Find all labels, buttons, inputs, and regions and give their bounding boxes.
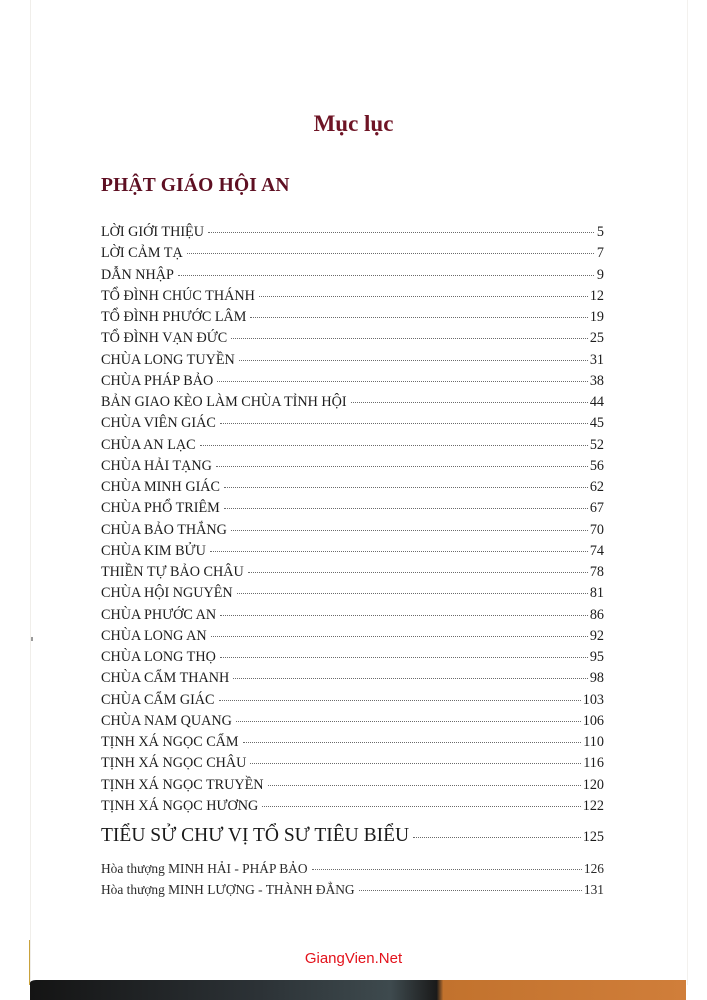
dot-leader xyxy=(220,657,588,658)
toc-entry-label: BẢN GIAO KÈO LÀM CHÙA TỈNH HỘI xyxy=(101,394,347,410)
toc-entry xyxy=(101,649,604,670)
dot-leader xyxy=(210,551,588,552)
toc-page-number: 45 xyxy=(589,415,604,432)
toc-entry xyxy=(101,373,604,394)
dot-leader xyxy=(220,615,588,616)
dot-leader xyxy=(351,402,588,403)
toc-entry xyxy=(101,288,604,309)
toc-page-number: 106 xyxy=(582,712,604,729)
dot-leader xyxy=(250,763,581,764)
background-surface xyxy=(30,980,686,1000)
toc-entry xyxy=(101,734,604,755)
dot-leader xyxy=(237,593,588,594)
dot-leader xyxy=(359,890,582,891)
toc-entry-label: CHÙA KIM BỬU xyxy=(101,542,206,559)
toc-page-number: 78 xyxy=(589,564,604,580)
toc-page-number: 9 xyxy=(596,266,604,283)
toc-entry-label: CHÙA LONG AN xyxy=(101,627,207,644)
dot-leader xyxy=(200,445,588,446)
dot-leader xyxy=(413,837,581,838)
dot-leader xyxy=(217,381,588,382)
toc-page-number: 131 xyxy=(583,881,604,897)
dot-leader xyxy=(231,530,588,531)
toc-entry xyxy=(101,330,604,351)
toc-entry xyxy=(101,713,604,734)
table-of-contents xyxy=(101,224,604,819)
toc-page-number: 116 xyxy=(583,755,604,772)
toc-page-number: 103 xyxy=(582,691,604,708)
toc-entry-label: DẪN NHẬP xyxy=(101,266,174,283)
toc-page-number: 122 xyxy=(582,797,604,814)
toc-entry-label: LỜI GIỚI THIỆU xyxy=(101,224,204,240)
toc-entry xyxy=(101,798,604,819)
toc-entry-label: THIỀN TỰ BẢO CHÂU xyxy=(101,564,244,580)
toc-entry-label: Hòa thượng MINH HẢI - PHÁP BẢO xyxy=(101,861,308,876)
toc-entry xyxy=(101,628,604,649)
toc-entry-label: TỔ ĐÌNH PHƯỚC LÂM xyxy=(101,309,247,325)
toc-entry xyxy=(101,777,604,798)
toc-entry xyxy=(101,309,604,330)
toc-page-number: 81 xyxy=(589,585,604,602)
toc-section-label: TIỂU SỬ CHƯ VỊ TỔ SƯ TIÊU BIỂU xyxy=(101,825,410,846)
dot-leader xyxy=(208,232,594,233)
toc-entry-label: TỊNH XÁ NGỌC CHÂU xyxy=(101,755,247,772)
toc-entry-label: CHÙA LONG TUYỀN xyxy=(101,351,235,368)
dot-leader xyxy=(233,678,588,679)
dot-leader xyxy=(211,636,588,637)
toc-page-number: 38 xyxy=(589,372,604,389)
dot-leader xyxy=(248,572,588,573)
dot-leader xyxy=(224,487,588,488)
toc-entry xyxy=(101,415,604,436)
section-tieu-su xyxy=(101,825,604,902)
toc-entry-label: CHÙA PHƯỚC AN xyxy=(101,606,217,623)
toc-page-number: 25 xyxy=(589,330,604,347)
toc-page-number: 74 xyxy=(589,542,604,559)
toc-entry xyxy=(101,224,604,245)
dot-leader xyxy=(220,423,588,424)
toc-page-number: 19 xyxy=(589,309,604,325)
toc-entry-label: CHÙA PHỔ TRIÊM xyxy=(101,500,220,517)
toc-entry xyxy=(101,585,604,606)
toc-entry-label: CHÙA NAM QUANG xyxy=(101,712,232,729)
dot-leader xyxy=(236,721,581,722)
toc-entry-label: CHÙA LONG THỌ xyxy=(101,649,216,665)
dot-leader xyxy=(250,317,587,318)
toc-page-number: 110 xyxy=(583,734,604,750)
toc-entry-label: CHÙA HỘI NGUYÊN xyxy=(101,585,233,602)
toc-entry-label: CHÙA CẨM THANH xyxy=(101,670,230,687)
toc-page-number: 120 xyxy=(582,776,604,793)
toc-page-number: 125 xyxy=(582,829,604,845)
toc-entry-label: TỊNH XÁ NGỌC TRUYỀN xyxy=(101,776,264,793)
toc-entry xyxy=(101,861,604,882)
dot-leader xyxy=(243,742,582,743)
toc-entry-label: CHÙA PHÁP BẢO xyxy=(101,372,214,389)
toc-entry xyxy=(101,607,604,628)
dot-leader xyxy=(224,508,588,509)
biography-entries xyxy=(101,861,604,902)
toc-entry-label: TỊNH XÁ NGỌC HƯƠNG xyxy=(101,797,259,814)
scan-speck xyxy=(31,637,33,641)
toc-entry xyxy=(101,564,604,585)
dot-leader xyxy=(239,360,588,361)
toc-entry xyxy=(101,394,604,415)
dot-leader xyxy=(259,296,588,297)
toc-page-number: 5 xyxy=(596,224,604,240)
toc-entry-label: TỔ ĐÌNH CHÚC THÁNH xyxy=(101,287,255,304)
toc-page-number: 44 xyxy=(589,394,604,410)
toc-entry-label: CHÙA HẢI TẠNG xyxy=(101,457,212,474)
dot-leader xyxy=(231,338,588,339)
toc-entry-label: CHÙA MINH GIÁC xyxy=(101,479,221,495)
toc-entry xyxy=(101,882,604,903)
dot-leader xyxy=(312,869,582,870)
toc-entry-label: CHÙA CẨM GIÁC xyxy=(101,691,215,708)
dot-leader xyxy=(178,275,594,276)
toc-entry xyxy=(101,755,604,776)
dot-leader xyxy=(262,806,581,807)
dot-leader xyxy=(268,785,581,786)
dot-leader xyxy=(216,466,588,467)
page-title: Mục lục xyxy=(313,111,394,136)
toc-page-number: 86 xyxy=(589,606,604,623)
toc-entry-label: TỔ ĐÌNH VẠN ĐỨC xyxy=(101,330,228,347)
toc-page-number: 12 xyxy=(589,287,604,304)
section-heading-phat-giao-hoi-an: PHẬT GIÁO HỘI AN xyxy=(101,175,290,196)
toc-entry-label: Hòa thượng MINH LƯỢNG - THÀNH ĐẲNG xyxy=(101,881,355,897)
toc-page-number: 7 xyxy=(596,245,604,262)
dot-leader xyxy=(187,253,594,254)
toc-page-number: 70 xyxy=(589,521,604,538)
toc-page-number: 62 xyxy=(589,479,604,495)
toc-page-number: 52 xyxy=(589,436,604,453)
toc-page-number: 67 xyxy=(589,500,604,517)
toc-entry xyxy=(101,522,604,543)
toc-page-number: 56 xyxy=(589,457,604,474)
toc-entry xyxy=(101,267,604,288)
toc-entry xyxy=(101,437,604,458)
toc-entry xyxy=(101,352,604,373)
toc-page-number: 126 xyxy=(583,861,604,876)
toc-entry xyxy=(101,479,604,500)
toc-page-number: 95 xyxy=(589,649,604,665)
toc-page-number: 98 xyxy=(589,670,604,687)
toc-entry xyxy=(101,458,604,479)
toc-entry-label: CHÙA VIÊN GIÁC xyxy=(101,415,216,432)
toc-entry xyxy=(101,543,604,564)
toc-entry-label: CHÙA BẢO THẮNG xyxy=(101,521,227,538)
toc-page-number: 31 xyxy=(589,351,604,368)
toc-entry xyxy=(101,245,604,266)
toc-entry-label: LỜI CẢM TẠ xyxy=(101,245,183,262)
toc-row-section-heading xyxy=(101,825,604,855)
watermark: GiangVien.Net xyxy=(304,950,403,967)
toc-page-number: 92 xyxy=(589,627,604,644)
dot-leader xyxy=(219,700,581,701)
toc-entry-label: TỊNH XÁ NGỌC CẨM xyxy=(101,734,239,750)
toc-entry-label: CHÙA AN LẠC xyxy=(101,436,196,453)
toc-entry xyxy=(101,670,604,691)
toc-entry xyxy=(101,500,604,521)
toc-entry xyxy=(101,692,604,713)
